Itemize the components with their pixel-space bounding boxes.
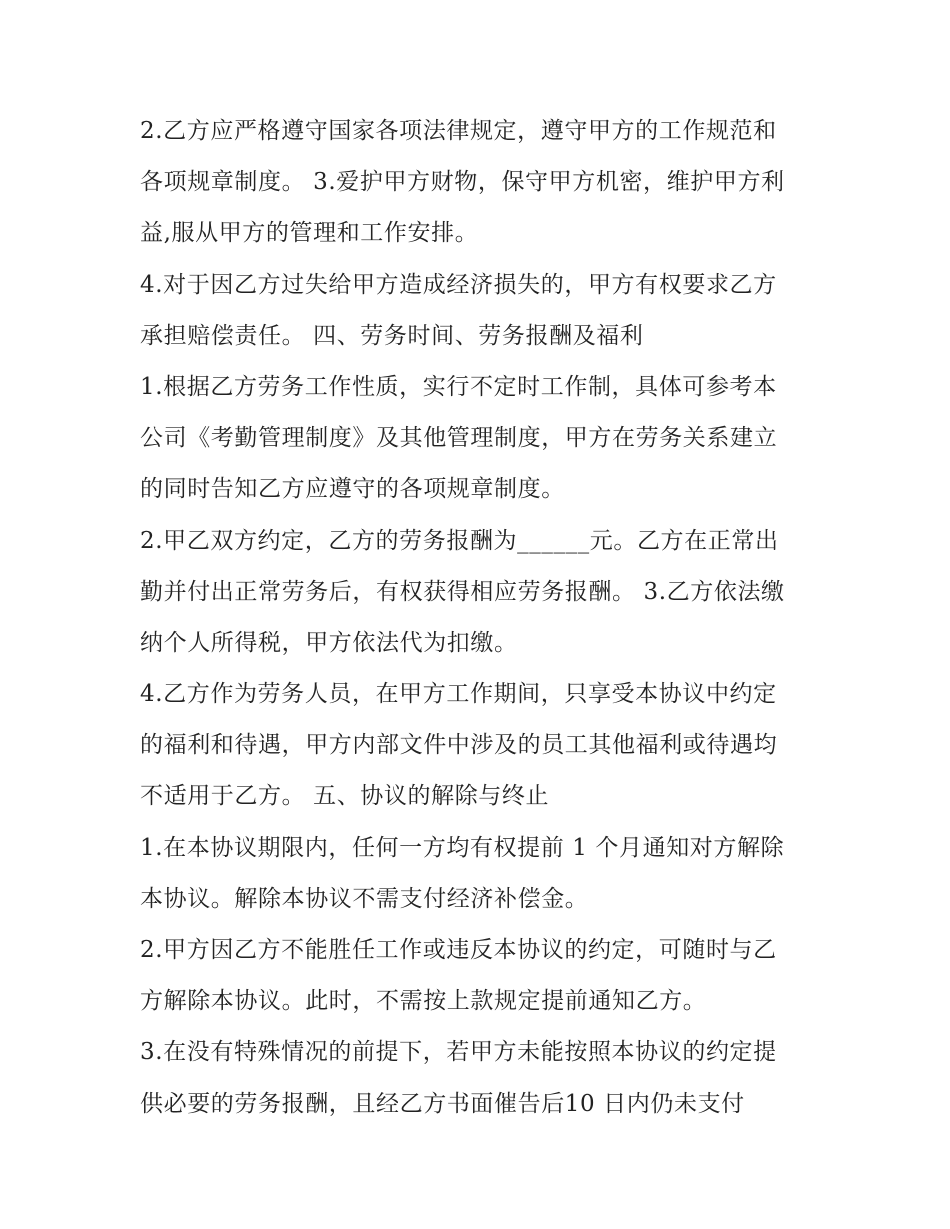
text-line: 2.甲乙双方约定，乙方的劳务报酬为______元。乙方在正常出 (140, 527, 779, 554)
text-line: 3.在没有特殊情况的前提下，若甲方未能按照本协议的约定提 (140, 1039, 777, 1066)
text-line: 承担赔偿责任。 四、劳务时间、劳务报酬及福利 (140, 322, 644, 349)
text-line: 2.乙方应严格遵守国家各项法律规定，遵守甲方的工作规范和 (140, 118, 777, 144)
text-line: 勤并付出正常劳务后，有权获得相应劳务报酬。 3.乙方依法缴 (140, 578, 785, 605)
paragraph-remuneration (140, 516, 820, 670)
text-line: 4.乙方作为劳务人员，在甲方工作期间，只享受本协议中约定 (140, 681, 777, 708)
paragraph-benefits (140, 669, 820, 823)
text-line: 各项规章制度。 3.爱护甲方财物，保守甲方机密，维护甲方利 (140, 169, 785, 196)
text-line: 1.在本协议期限内，任何一方均有权提前 1 个月通知对方解除 (140, 834, 785, 861)
text-line: 益,服从甲方的管理和工作安排。 (140, 220, 479, 247)
text-line: 1.根据乙方劳务工作性质，实行不定时工作制，具体可参考本 (140, 373, 777, 400)
text-line: 不适用于乙方。 五、协议的解除与终止 (140, 783, 550, 810)
text-line: 4.对于因乙方过失给甲方造成经济损失的，甲方有权要求乙方 (140, 271, 777, 298)
text-line: 的福利和待遇，甲方内部文件中涉及的员工其他福利或待遇均 (140, 732, 778, 759)
text-line: 本协议。解除本协议不需支付经济补偿金。 (140, 885, 589, 912)
text-line: 纳个人所得税，甲方依法代为扣缴。 (140, 629, 518, 656)
paragraph-compliance (140, 106, 820, 260)
text-line: 的同时告知乙方应遵守的各项规章制度。 (140, 476, 565, 503)
document-page (140, 106, 820, 1130)
text-line: 公司《考勤管理制度》及其他管理制度，甲方在劳务关系建立 (140, 425, 778, 452)
paragraph-termination-notice (140, 823, 820, 925)
text-line: 方解除本协议。此时，不需按上款规定提前通知乙方。 (140, 988, 707, 1015)
paragraph-working-hours (140, 362, 820, 516)
text-line: 供必要的劳务报酬，且经乙方书面催告后10 日内仍未支付 (140, 1090, 745, 1117)
paragraph-unpaid-remuneration (140, 1027, 820, 1129)
text-line: 2.甲方因乙方不能胜任工作或违反本协议的约定，可随时与乙 (140, 937, 777, 963)
paragraph-liability (140, 260, 820, 362)
paragraph-termination-by-party-a (140, 925, 820, 1027)
